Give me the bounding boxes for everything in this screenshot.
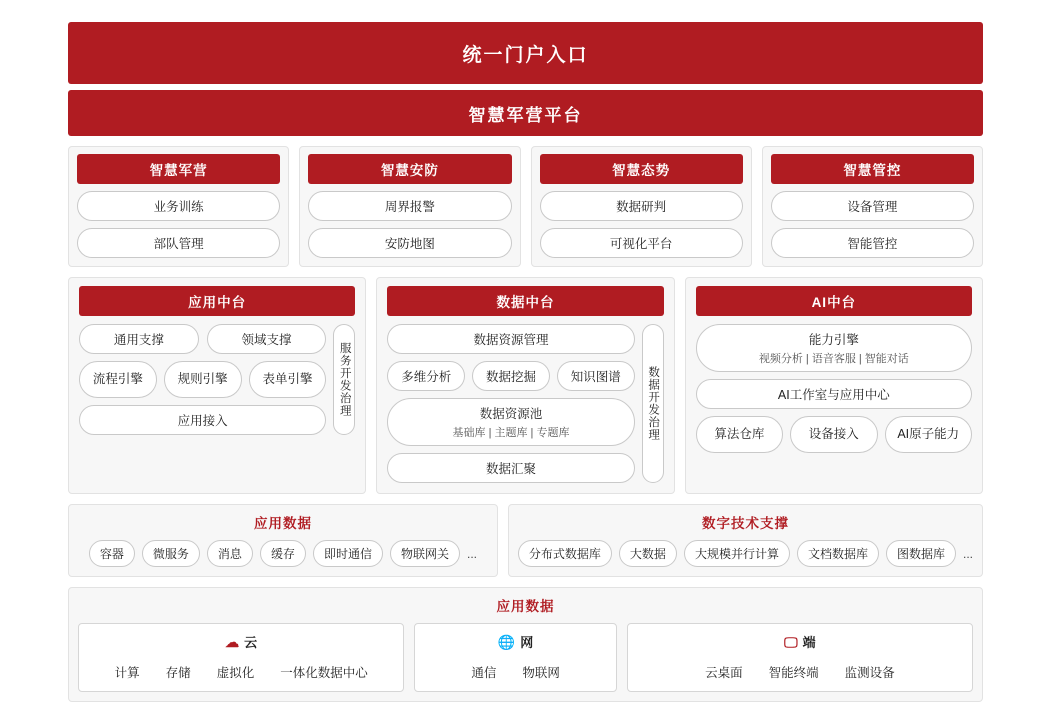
infra-item[interactable]: 计算 [114, 666, 140, 680]
infrastructure-panel [68, 587, 983, 702]
domain-row [68, 146, 983, 267]
platform-item[interactable]: 应用接入 [79, 405, 326, 435]
platform-title: AI中台 [696, 286, 972, 316]
domain-card-smart-situation [531, 146, 752, 267]
tag-more[interactable]: ... [962, 546, 973, 561]
infra-item[interactable]: 虚拟化 [216, 666, 255, 680]
domain-item[interactable]: 设备管理 [771, 191, 974, 221]
data-resource-pool-sub: 基础库 | 主题库 | 专题库 [452, 427, 570, 439]
platform-side-rail [642, 324, 664, 483]
infra-group-label: 云 [244, 635, 258, 650]
infra-group-label: 网 [520, 635, 534, 650]
tag-item[interactable]: 容器 [89, 540, 135, 567]
platform-item[interactable]: 领域支撑 [207, 324, 327, 354]
infrastructure-title: 应用数据 [496, 599, 555, 614]
platform-title: 应用中台 [79, 286, 355, 316]
domain-title: 智慧态势 [540, 154, 743, 184]
tag-item[interactable]: 缓存 [260, 540, 306, 567]
domain-title: 智慧管控 [771, 154, 974, 184]
top-banner: 统一门户入口 [68, 22, 983, 84]
tag-item[interactable]: 微服务 [142, 540, 200, 567]
ai-item[interactable]: 设备接入 [790, 416, 877, 453]
domain-card-smart-barracks [68, 146, 289, 267]
tag-more[interactable]: ... [466, 546, 477, 561]
infra-item[interactable]: 一体化数据中心 [280, 666, 368, 680]
data-resource-pool[interactable] [387, 398, 634, 446]
globe-icon: 🌐 [497, 633, 516, 650]
platform-item[interactable]: 表单引擎 [249, 361, 327, 398]
infra-item[interactable]: 智能终端 [768, 666, 819, 680]
domain-title: 智慧安防 [308, 154, 511, 184]
infra-group-label: 端 [802, 635, 816, 650]
platform-item[interactable]: 知识图谱 [557, 361, 635, 391]
tag-panel-application-data [68, 504, 498, 577]
infra-item[interactable]: 物联网 [522, 666, 560, 680]
domain-item[interactable]: 可视化平台 [540, 228, 743, 258]
domain-item[interactable]: 业务训练 [77, 191, 280, 221]
platform-side-rail-label: 服务开发治理 [338, 341, 351, 417]
tag-panel-title: 数字技术支撑 [701, 516, 789, 531]
platform-banner: 智慧军营平台 [68, 90, 983, 136]
platform-card-ai [685, 277, 983, 494]
tag-item[interactable]: 消息 [207, 540, 253, 567]
infra-item[interactable]: 云桌面 [705, 666, 743, 680]
platform-card-application [68, 277, 366, 494]
cloud-icon: ☁ [225, 633, 240, 650]
platform-item[interactable]: 数据资源管理 [387, 324, 634, 354]
platform-item[interactable]: 多维分析 [387, 361, 465, 391]
ai-item[interactable]: AI原子能力 [885, 416, 972, 453]
tag-item[interactable]: 物联网关 [390, 540, 460, 567]
platform-item[interactable]: 数据挖掘 [472, 361, 550, 391]
ai-capability-engine-sub: 视频分析 | 语音客服 | 智能对话 [758, 353, 909, 365]
ai-capability-engine[interactable] [696, 324, 972, 372]
ai-studio[interactable]: AI工作室与应用中心 [696, 379, 972, 409]
infra-item[interactable]: 存储 [165, 666, 191, 680]
platform-card-data [376, 277, 674, 494]
infra-group-network [414, 623, 616, 692]
infra-item[interactable]: 监测设备 [844, 666, 895, 680]
tag-item[interactable]: 大数据 [619, 540, 677, 567]
domain-item[interactable]: 安防地图 [308, 228, 511, 258]
platform-item[interactable]: 规则引擎 [164, 361, 242, 398]
infra-group-cloud [78, 623, 404, 692]
monitor-icon: 🖵 [784, 633, 798, 650]
domain-item[interactable]: 部队管理 [77, 228, 280, 258]
domain-item[interactable]: 智能管控 [771, 228, 974, 258]
domain-item[interactable]: 周界报警 [308, 191, 511, 221]
infra-item[interactable]: 通信 [471, 666, 497, 680]
tag-panel-digital-tech [508, 504, 983, 577]
support-tech-row [68, 504, 983, 577]
tag-item[interactable]: 分布式数据库 [518, 540, 612, 567]
data-resource-pool-title: 数据资源池 [479, 407, 543, 421]
platform-item[interactable]: 流程引擎 [79, 361, 157, 398]
ai-capability-engine-title: 能力引擎 [808, 333, 859, 347]
ai-item[interactable]: 算法仓库 [696, 416, 783, 453]
platform-item[interactable]: 数据汇聚 [387, 453, 634, 483]
middle-platform-row [68, 277, 983, 494]
platform-item[interactable]: 通用支撑 [79, 324, 199, 354]
platform-side-rail-label: 数据开发治理 [647, 366, 660, 441]
platform-side-rail [333, 324, 355, 435]
tag-item[interactable]: 图数据库 [886, 540, 956, 567]
domain-item[interactable]: 数据研判 [540, 191, 743, 221]
domain-card-smart-control [762, 146, 983, 267]
platform-title: 数据中台 [387, 286, 663, 316]
tag-item[interactable]: 大规模并行计算 [684, 540, 790, 567]
domain-title: 智慧军营 [77, 154, 280, 184]
domain-card-smart-security [299, 146, 520, 267]
tag-panel-title: 应用数据 [253, 516, 312, 531]
tag-item[interactable]: 即时通信 [313, 540, 383, 567]
infra-group-edge [627, 623, 973, 692]
infrastructure-row [68, 587, 983, 702]
tag-item[interactable]: 文档数据库 [797, 540, 879, 567]
